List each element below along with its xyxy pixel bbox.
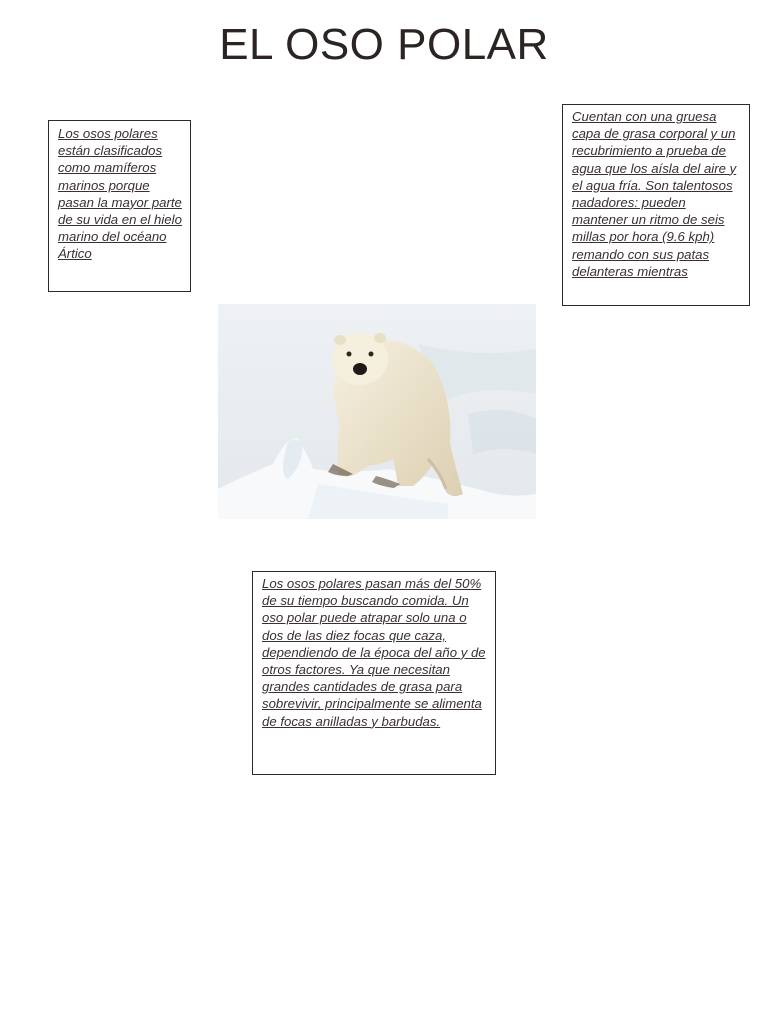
page-title: EL OSO POLAR (219, 20, 549, 69)
text-box-feeding (252, 571, 496, 775)
polar-bear-photo (218, 304, 536, 519)
text-box-classification-text: Los osos polares están clasificados como mamíferos marinos porque pasan la mayor parte de su vida en el hielo marino del océano Ártico (58, 126, 182, 262)
text-box-insulation-text: Cuentan con una gruesa capa de grasa corporal y un recubrimiento a prueba de agua que los aísla del aire y el agua fría. Son talentosos nadadores: pueden mantener un ritmo de seis millas por hora (9.6 kph) remando con sus patas delanteras mientras (572, 109, 737, 279)
text-box-feeding-text: Los osos polares pasan más del 50% de su tiempo buscando comida. Un oso polar puede atrapar solo una o dos de las diez focas que caza, dependiendo de la época del año y de otros factores. Ya que necesitan grandes cantidades de grasa para sobrevivir, principalmente se alimenta de focas anilladas y barbudas. (262, 576, 486, 729)
text-box-insulation (562, 104, 750, 306)
polar-bear-illustration (218, 304, 536, 519)
text-box-classification (48, 120, 191, 292)
